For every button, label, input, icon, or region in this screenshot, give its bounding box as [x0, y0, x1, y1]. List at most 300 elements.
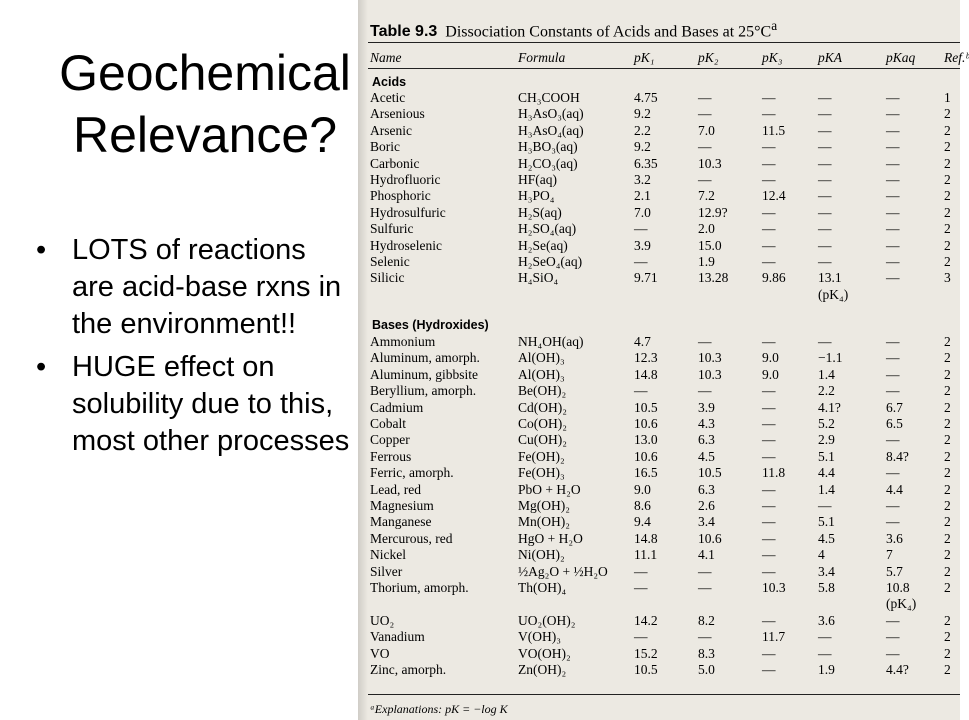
- table-row: [358, 629, 960, 645]
- cell-pk1: 10.6: [634, 448, 658, 464]
- table-row: [358, 139, 960, 155]
- cell-name: Manganese: [370, 514, 432, 530]
- cell-pka: 5.8: [818, 580, 835, 595]
- cell-pk1: —: [634, 629, 648, 645]
- cell-pkaq: —: [886, 90, 900, 105]
- table-row: [358, 465, 960, 481]
- cell-pk3: —: [762, 547, 776, 563]
- slide-title-line-1: Geochemical: [59, 45, 351, 101]
- cell-pk3: —: [762, 221, 776, 237]
- cell-pk1: 10.6: [634, 416, 658, 431]
- cell-pk3: 11.5: [762, 122, 786, 138]
- cell-name: Phosphoric: [370, 188, 431, 204]
- cell-ref: 2: [944, 465, 951, 481]
- cell-pk2: 2.6: [698, 498, 715, 513]
- cell-ref: 2: [944, 237, 951, 253]
- cell-formula: Mg(OH)₂: [518, 498, 570, 513]
- scanned-table-image: [358, 0, 969, 720]
- header-pk2: pK₂: [698, 50, 719, 65]
- cell-ref: 2: [944, 416, 951, 431]
- cell-pka: —: [818, 90, 832, 105]
- cell-ref: 2: [944, 188, 951, 204]
- cell-name: Nickel: [370, 547, 406, 563]
- cell-pk1: 3.2: [634, 172, 651, 187]
- cell-pk3: —: [762, 514, 776, 530]
- cell-pk1: 9.2: [634, 106, 651, 122]
- cell-pk1: 4.7: [634, 334, 651, 349]
- cell-pk2: 10.3: [698, 155, 722, 171]
- cell-pka: 2.2: [818, 383, 835, 399]
- cell-pk2: —: [698, 172, 712, 187]
- header-ref: Ref.ᵇ: [944, 50, 969, 65]
- cell-pka: —: [818, 498, 832, 513]
- cell-pkaq: 4.4: [886, 481, 903, 497]
- cell-pkaq: —: [886, 155, 900, 171]
- cell-pk1: —: [634, 563, 648, 579]
- table-row: [358, 482, 960, 498]
- cell-pk2: 10.6: [698, 530, 722, 546]
- cell-pkaq: —: [886, 629, 900, 645]
- cell-formula: CH₃COOH: [518, 90, 580, 105]
- cell-pk2: 5.0: [698, 662, 715, 677]
- cell-ref: 2: [944, 106, 951, 122]
- cell-formula: Cu(OH)₂: [518, 432, 567, 448]
- cell-pka: —: [818, 139, 832, 155]
- cell-pk3: —: [762, 254, 776, 269]
- cell-formula: Al(OH)₃: [518, 366, 565, 382]
- cell-ref: 2: [944, 514, 951, 530]
- cell-pk2: —: [698, 334, 712, 349]
- cell-formula: H₂CO₃(aq): [518, 155, 578, 171]
- cell-formula: ½Ag₂O + ½H₂O: [518, 563, 608, 579]
- cell-name: Sulfuric: [370, 221, 414, 237]
- cell-pk1: 2.1: [634, 188, 651, 204]
- table-row: [358, 221, 960, 237]
- cell-formula: Fe(OH)₃: [518, 465, 565, 481]
- cell-name: Lead, red: [370, 481, 421, 497]
- cell-pka: 13.1: [818, 270, 842, 286]
- cell-pk3: —: [762, 334, 776, 349]
- cell-pk1: 11.1: [634, 547, 658, 563]
- cell-ref: 2: [944, 530, 951, 546]
- cell-pk1: 16.5: [634, 465, 658, 481]
- cell-pk2: 3.4: [698, 514, 715, 530]
- table-label: Table 9.3: [370, 23, 438, 41]
- cell-ref: 2: [944, 399, 951, 415]
- cell-ref: 2: [944, 481, 951, 497]
- cell-pka: —: [818, 221, 832, 237]
- bullet-text: HUGE effect on solubility due to this, most other processes: [72, 351, 350, 457]
- cell-ref: 2: [944, 122, 951, 138]
- cell-pka: 5.1: [818, 514, 835, 530]
- cell-pka: −1.1: [818, 350, 843, 366]
- cell-pkaq: —: [886, 350, 900, 366]
- cell-pk3: —: [762, 155, 776, 171]
- cell-pk3: —: [762, 563, 776, 579]
- cell-name: Magnesium: [370, 498, 434, 513]
- cell-pka: —: [818, 172, 832, 187]
- cell-ref: 2: [944, 629, 951, 645]
- cell-pk2: 4.3: [698, 416, 715, 431]
- cell-ref: 2: [944, 580, 951, 595]
- cell-pkaq: —: [886, 122, 900, 138]
- cell-pk3: —: [762, 237, 776, 253]
- table-footnote: ᵃExplanations: pK = −log K: [370, 702, 508, 716]
- bullet-text: LOTS of reactions are acid-base rxns in the environment!!: [72, 234, 342, 340]
- cell-pk2: —: [698, 629, 712, 645]
- cell-pk2: 3.9: [698, 399, 715, 415]
- cell-pka: —: [818, 334, 832, 349]
- cell-pka: —: [818, 237, 832, 253]
- cell-pk3: —: [762, 498, 776, 513]
- caption-footnote-mark: a: [771, 18, 778, 33]
- cell-pk2: —: [698, 563, 712, 579]
- cell-pka: 5.1: [818, 448, 835, 464]
- cell-formula: HgO + H₂O: [518, 530, 583, 546]
- cell-formula: Zn(OH)₂: [518, 662, 567, 677]
- cell-pka: 4.4: [818, 465, 835, 481]
- cell-pk3: —: [762, 662, 776, 677]
- cell-pk2: 8.2: [698, 612, 715, 628]
- cell-name: Hydroselenic: [370, 237, 442, 253]
- cell-formula: Co(OH)₂: [518, 416, 567, 431]
- table-row: [358, 514, 960, 530]
- cell-pkaq: —: [886, 645, 900, 661]
- cell-pkaq: —: [886, 188, 900, 204]
- cell-pkaq: 5.7: [886, 563, 903, 579]
- cell-pk1: 9.4: [634, 514, 651, 530]
- bullet-marker: •: [36, 351, 47, 383]
- table-row: [358, 531, 960, 547]
- cell-pk2: —: [698, 139, 712, 155]
- cell-pk3: —: [762, 106, 776, 122]
- cell-name: Carbonic: [370, 155, 420, 171]
- cell-pka: 4.5: [818, 530, 835, 546]
- cell-pkaq: 7: [886, 547, 893, 563]
- bullet-marker: •: [36, 234, 47, 266]
- cell-formula: Th(OH)₄: [518, 580, 567, 595]
- cell-ref: 2: [944, 139, 951, 155]
- cell-pk3: —: [762, 90, 776, 105]
- cell-pka: —: [818, 106, 832, 122]
- cell-formula: Al(OH)₃: [518, 350, 565, 366]
- cell-name: Ferric, amorph.: [370, 465, 454, 481]
- table-row: [358, 334, 960, 350]
- acids-section-label: Acids: [372, 75, 407, 89]
- cell-formula: H₂SO₄(aq): [518, 221, 577, 237]
- cell-formula: Be(OH)₂: [518, 383, 567, 399]
- table-row: [358, 596, 960, 612]
- cell-pk1: 14.2: [634, 612, 658, 628]
- cell-ref: 2: [944, 155, 951, 171]
- cell-pk2: 7.0: [698, 122, 715, 138]
- cell-pka: —: [818, 204, 832, 220]
- cell-pka: —: [818, 645, 832, 661]
- cell-pk2: 1.9: [698, 254, 715, 269]
- cell-formula: Cd(OH)₂: [518, 399, 567, 415]
- header-pkaq: pKaq: [886, 50, 916, 65]
- cell-name: Ammonium: [370, 334, 436, 349]
- cell-name: Vanadium: [370, 629, 425, 645]
- cell-pka: 4.1?: [818, 399, 841, 415]
- cell-pk3: —: [762, 383, 776, 399]
- cell-pkaq: —: [886, 334, 900, 349]
- cell-pka: 1.9: [818, 662, 835, 677]
- cell-name: Acetic: [370, 90, 406, 105]
- cell-pk3: 10.3: [762, 580, 786, 595]
- cell-pk1: —: [634, 383, 648, 399]
- cell-name: Cobalt: [370, 416, 406, 431]
- cell-pkaq: —: [886, 514, 900, 530]
- cell-pk2: —: [698, 383, 712, 399]
- cell-ref: 2: [944, 645, 951, 661]
- table-caption-text: Dissociation Constants of Acids and Bases at 25°C: [445, 23, 772, 41]
- header-pk3: pK₃: [762, 50, 783, 65]
- cell-formula: Mn(OH)₂: [518, 514, 570, 530]
- cell-pk1: 13.0: [634, 432, 658, 448]
- cell-pk3: —: [762, 139, 776, 155]
- cell-pk3: —: [762, 530, 776, 546]
- cell-pk3: —: [762, 172, 776, 187]
- table-row: [358, 400, 960, 416]
- cell-pk2: 12.9?: [698, 204, 728, 220]
- cell-formula: H₃PO₄: [518, 188, 555, 204]
- cell-pkaq: —: [886, 270, 900, 286]
- header-name: Name: [370, 50, 402, 65]
- cell-pk2: 7.2: [698, 188, 715, 204]
- cell-pk2: 13.28: [698, 270, 729, 286]
- cell-name: Hydrofluoric: [370, 172, 441, 187]
- table-header-row: [358, 50, 969, 66]
- table-row: [358, 613, 960, 629]
- cell-pk2: 10.5: [698, 465, 722, 481]
- table-row: [358, 205, 960, 221]
- cell-pkaq: 10.8: [886, 580, 910, 595]
- table-caption: [370, 18, 777, 41]
- cell-ref: 2: [944, 366, 951, 382]
- cell-formula: H₂SeO₄(aq): [518, 254, 583, 269]
- cell-name: Aluminum, amorph.: [370, 350, 480, 366]
- cell-pkaq: —: [886, 139, 900, 155]
- table-row: [358, 383, 960, 399]
- table-row: [358, 564, 960, 580]
- cell-pkaq: 6.5: [886, 416, 903, 431]
- cell-ref: 2: [944, 563, 951, 579]
- cell-name: Arsenic: [370, 122, 412, 138]
- cell-pk2: 4.1: [698, 547, 715, 563]
- cell-pkaq: —: [886, 432, 900, 448]
- cell-pka: 3.4: [818, 563, 835, 579]
- cell-name: UO₂: [370, 612, 395, 628]
- cell-pk3: —: [762, 399, 776, 415]
- cell-pkaq: —: [886, 612, 900, 628]
- table-row: [358, 106, 960, 122]
- cell-pk1: 14.8: [634, 530, 658, 546]
- cell-ref: 3: [944, 270, 951, 286]
- cell-pk1: 9.2: [634, 139, 651, 155]
- cell-pk1: 9.0: [634, 481, 651, 497]
- cell-pkaq: —: [886, 106, 900, 122]
- cell-pk2: 8.3: [698, 645, 715, 661]
- table-row: [358, 498, 960, 514]
- cell-pka: 3.6: [818, 612, 835, 628]
- cell-pka: —: [818, 188, 832, 204]
- cell-pka: 1.4: [818, 481, 835, 497]
- cell-pk1: 4.75: [634, 90, 658, 105]
- cell-name: VO: [370, 645, 390, 661]
- cell-ref: 2: [944, 350, 951, 366]
- cell-name: Aluminum, gibbsite: [370, 366, 478, 382]
- cell-pka: —: [818, 122, 832, 138]
- cell-pkaq: —: [886, 237, 900, 253]
- cell-pkaq: —: [886, 254, 900, 269]
- cell-pk1: 7.0: [634, 204, 651, 220]
- table-row: [358, 646, 960, 662]
- cell-pk3: —: [762, 432, 776, 448]
- cell-ref: 1: [944, 90, 951, 105]
- cell-name: Arsenious: [370, 106, 425, 122]
- slide-title: [40, 42, 370, 166]
- cell-ref: 2: [944, 254, 951, 269]
- cell-pkaq: 3.6: [886, 530, 903, 546]
- cell-pka: —: [818, 155, 832, 171]
- cell-ref: 2: [944, 221, 951, 237]
- cell-pk3: —: [762, 448, 776, 464]
- cell-formula: Ni(OH)₂: [518, 547, 565, 563]
- cell-pk3: 9.0: [762, 350, 779, 366]
- cell-ref: 2: [944, 662, 951, 677]
- cell-ref: 2: [944, 547, 951, 563]
- cell-pk1: 6.35: [634, 155, 658, 171]
- table-row: [358, 547, 960, 563]
- cell-pkaq: 8.4?: [886, 448, 909, 464]
- cell-pk3: 9.86: [762, 270, 786, 286]
- table-bottom-rule: [368, 694, 960, 695]
- cell-name: Beryllium, amorph.: [370, 383, 477, 399]
- table-row: [358, 172, 960, 188]
- cell-name: Silver: [370, 563, 403, 579]
- header-pk1: pK₁: [634, 50, 655, 65]
- cell-pk3: —: [762, 204, 776, 220]
- cell-pka: 2.9: [818, 432, 835, 448]
- cell-pkaq: —: [886, 465, 900, 481]
- table-row: [358, 90, 960, 106]
- table-row: [358, 123, 960, 139]
- cell-pk2: 2.0: [698, 221, 715, 237]
- cell-pk1: 3.9: [634, 237, 651, 253]
- cell-pkaq: 6.7: [886, 399, 903, 415]
- header-formula: Formula: [518, 50, 566, 65]
- cell-formula: HF(aq): [518, 172, 557, 187]
- cell-pk2: 10.3: [698, 350, 722, 366]
- cell-pk3: —: [762, 612, 776, 628]
- cell-name: Hydrosulfuric: [370, 204, 446, 220]
- cell-formula: H₃BO₃(aq): [518, 139, 578, 155]
- cell-name: Thorium, amorph.: [370, 580, 469, 595]
- table-top-rule: [368, 42, 960, 43]
- cell-pka: 5.2: [818, 416, 835, 431]
- bullet-item: [22, 232, 352, 343]
- cell-ref: 2: [944, 383, 951, 399]
- cell-name: Copper: [370, 432, 410, 448]
- cell-pk3: 12.4: [762, 188, 786, 204]
- cell-pkaq: —: [886, 204, 900, 220]
- table-row: [358, 367, 960, 383]
- cell-formula: UO₂(OH)₂: [518, 612, 576, 628]
- table-row: [358, 238, 960, 254]
- cell-formula: H₂S(aq): [518, 204, 562, 220]
- cell-formula: H₂Se(aq): [518, 237, 568, 253]
- cell-pk1: 9.71: [634, 270, 658, 286]
- table-row: [358, 580, 960, 596]
- cell-formula: VO(OH)₂: [518, 645, 571, 661]
- cell-pk3: —: [762, 481, 776, 497]
- cell-pk1: 2.2: [634, 122, 651, 138]
- table-row: [358, 662, 960, 678]
- table-row: [358, 416, 960, 432]
- cell-pka: —: [818, 629, 832, 645]
- cell-pka: (pK₄): [818, 286, 849, 302]
- cell-pk1: 10.5: [634, 399, 658, 415]
- table-header-rule: [368, 68, 960, 69]
- table-row: [358, 449, 960, 465]
- cell-pk3: 11.8: [762, 465, 786, 481]
- cell-pk2: 4.5: [698, 448, 715, 464]
- table-row: [358, 156, 960, 172]
- cell-pkaq: —: [886, 172, 900, 187]
- cell-ref: 2: [944, 204, 951, 220]
- cell-pk2: 6.3: [698, 481, 715, 497]
- cell-pk1: 14.8: [634, 366, 658, 382]
- cell-pk2: 15.0: [698, 237, 722, 253]
- cell-pka: 4: [818, 547, 825, 563]
- cell-ref: 2: [944, 334, 951, 349]
- cell-formula: PbO + H₂O: [518, 481, 581, 497]
- cell-pk1: —: [634, 221, 648, 237]
- cell-pkaq: —: [886, 498, 900, 513]
- bullet-list: [22, 232, 352, 466]
- cell-formula: Fe(OH)₂: [518, 448, 565, 464]
- cell-pk3: 11.7: [762, 629, 786, 645]
- cell-name: Boric: [370, 139, 400, 155]
- table-row: [358, 287, 960, 303]
- slide-title-line-2: Relevance?: [72, 107, 338, 163]
- bases-section-label: Bases (Hydroxides): [372, 318, 489, 332]
- cell-ref: 2: [944, 172, 951, 187]
- cell-pk3: 9.0: [762, 366, 779, 382]
- cell-ref: 2: [944, 448, 951, 464]
- cell-ref: 2: [944, 432, 951, 448]
- cell-pk1: 10.5: [634, 662, 658, 677]
- cell-pk2: 6.3: [698, 432, 715, 448]
- table-row: [358, 254, 960, 270]
- cell-formula: H₃AsO₄(aq): [518, 122, 584, 138]
- header-pka: pKA: [818, 50, 843, 65]
- cell-pka: —: [818, 254, 832, 269]
- cell-pk3: —: [762, 645, 776, 661]
- table-row: [358, 188, 960, 204]
- cell-name: Zinc, amorph.: [370, 662, 447, 677]
- table-row: [358, 432, 960, 448]
- cell-pka: 1.4: [818, 366, 835, 382]
- cell-pk1: —: [634, 254, 648, 269]
- cell-formula: V(OH)₃: [518, 629, 561, 645]
- cell-name: Ferrous: [370, 448, 412, 464]
- table-row: [358, 350, 960, 366]
- bullet-item: [22, 349, 352, 460]
- cell-name: Selenic: [370, 254, 410, 269]
- cell-pk1: 12.3: [634, 350, 658, 366]
